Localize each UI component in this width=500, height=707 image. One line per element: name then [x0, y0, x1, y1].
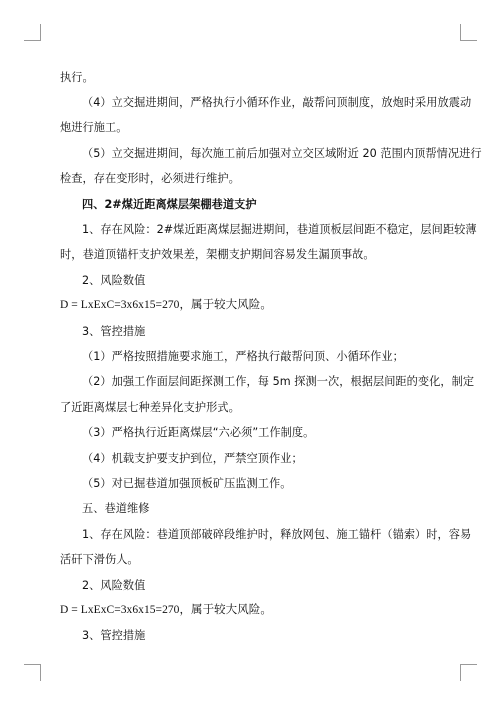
text-line: （2）加强工作面层间距探测工作，每 5m 探测一次，根据层间距的变化，制定 — [82, 375, 475, 388]
text-line: 了近距离煤层七种差异化支护形式。 — [60, 401, 240, 414]
text-line: 炮进行施工。 — [60, 121, 128, 134]
text-line: 时，巷道顶锚杆支护效果差，架棚支护期间容易发生漏顶事故。 — [60, 248, 375, 261]
text-line: 2、风险数值 — [82, 274, 146, 287]
text-line: （1）严格按照措施要求施工，严格执行敲帮问顶、小循环作业； — [82, 350, 404, 363]
crop-mark-top-right — [460, 24, 477, 41]
text-line: 活矸下滑伤人。 — [60, 553, 139, 566]
text-line: 1、存在风险：2#煤近距离煤层掘进期间，巷道顶板层间距不稳定，层间距较薄 — [82, 223, 477, 236]
formula-line: D = LxExC=3x6x15=270，属于较大风险。 — [60, 299, 272, 311]
text-line: （4）立交掘进期间，严格执行小循环作业，敲帮问顶制度，放炮时采用放震动 — [82, 96, 472, 109]
crop-mark-bottom-left — [24, 664, 41, 681]
text-line: （5）立交掘进期间，每次施工前后加强对立交区域附近 20 范围内顶帮情况进行 — [82, 147, 482, 160]
crop-mark-top-left — [24, 24, 41, 41]
text-line: 2、风险数值 — [82, 579, 146, 592]
text-line: 1、存在风险：巷道顶部破碎段维护时，释放网包、施工锚杆（锚索）时，容易 — [82, 528, 472, 541]
text-line: （5）对已掘巷道加强顶板矿压监测工作。 — [82, 477, 292, 490]
crop-mark-bottom-right — [460, 664, 477, 681]
text-line: （3）严格执行近距离煤层“六必须”工作制度。 — [82, 426, 315, 439]
text-line: （4）机载支护要支护到位，严禁空顶作业； — [82, 452, 303, 465]
section-heading: 五、巷道维修 — [82, 502, 150, 515]
formula-line: D = LxExC=3x6x15=270，属于较大风险。 — [60, 604, 272, 616]
text-line: 3、管控措施 — [82, 629, 146, 642]
section-heading: 四、2#煤近距离煤层架棚巷道支护 — [82, 198, 257, 211]
text-line: 执行。 — [60, 71, 94, 84]
text-line: 3、管控措施 — [82, 325, 146, 338]
text-line: 检查，存在变形时，必须进行维护。 — [60, 172, 240, 185]
